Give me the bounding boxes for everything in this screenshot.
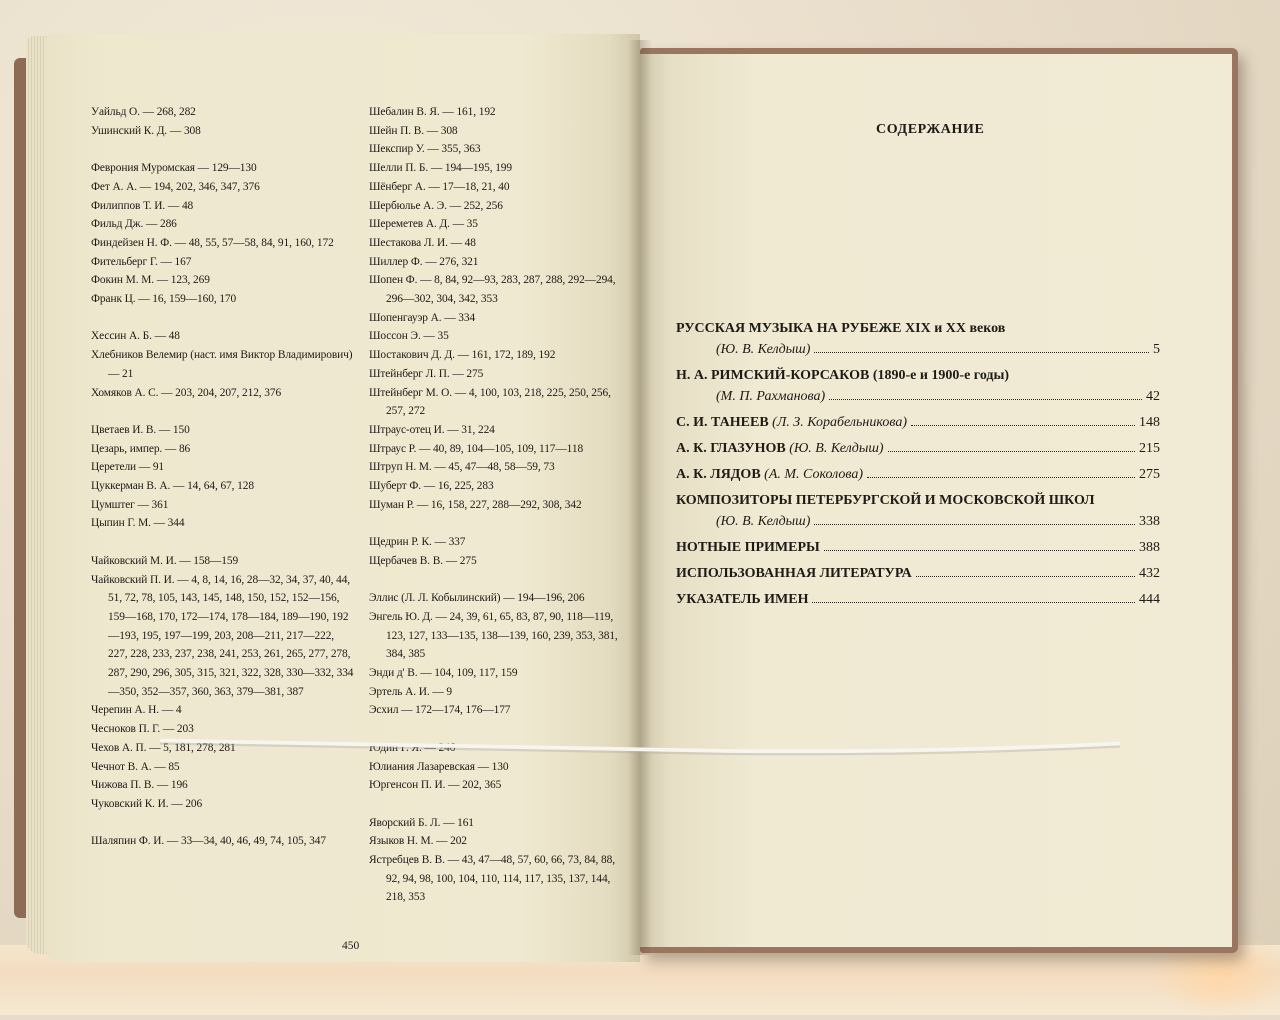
index-entry: Шиллер Ф. — 276, 321	[369, 255, 479, 268]
index-entry: Яворский Б. Л. — 161	[369, 816, 474, 829]
toc-heading: РУССКАЯ МУЗЫКА НА РУБЕЖЕ XIX и XX веков	[676, 321, 1006, 336]
toc-author: (А. М. Соколова)	[764, 467, 864, 482]
toc-page-number: 148	[1139, 415, 1160, 430]
index-entry: Уайльд О. — 268, 282	[91, 106, 196, 118]
toc-author: (Ю. В. Келдыш)	[716, 342, 811, 357]
toc-page-number: 432	[1139, 566, 1160, 581]
toc-item[interactable]	[676, 412, 1160, 433]
index-entry: Шестакова Л. И. — 48	[369, 236, 476, 249]
index-entry: Финдейзен Н. Ф. — 48, 55, 57—58, 84, 91, 160, 172	[91, 236, 334, 249]
toc-item[interactable]	[676, 438, 1160, 459]
index-entry: Щедрин Р. К. — 337	[369, 536, 466, 549]
index-entry: Цветаев И. В. — 150	[91, 423, 190, 436]
index-entry: Штейнберг М. О. — 4, 100, 103, 218, 225, 250, 256, 257, 272	[369, 386, 611, 418]
toc-row	[676, 386, 1160, 407]
index-column-right	[369, 103, 623, 907]
toc-item[interactable]	[676, 365, 1160, 407]
toc-row	[676, 339, 1160, 360]
index-entry: Эртель А. И. — 9	[369, 685, 453, 698]
index-entry: Юдин Г. Я. — 246	[369, 741, 456, 754]
toc-heading: НОТНЫЕ ПРИМЕРЫ	[676, 540, 820, 555]
index-entry: Шейн П. В. — 308	[369, 124, 458, 137]
index-entry: Штраус-отец И. — 31, 224	[369, 423, 495, 436]
index-entry: Цыпин Г. М. — 344	[91, 517, 185, 530]
index-entry: Шелли П. Б. — 194—195, 199	[369, 162, 512, 175]
book-gutter	[628, 40, 652, 955]
index-entry: Цуккерман В. А. — 14, 64, 67, 128	[91, 480, 254, 493]
toc-leader-dots	[916, 576, 1135, 577]
index-entry: Цезарь, импер. — 86	[91, 442, 191, 455]
toc-heading: А. К. ГЛАЗУНОВ	[676, 441, 786, 456]
toc-row	[676, 464, 1160, 485]
index-entry: Чижова П. В. — 196	[91, 779, 188, 792]
table-of-contents	[676, 318, 1160, 615]
toc-heading: КОМПОЗИТОРЫ ПЕТЕРБУРГСКОЙ И МОСКОВСКОЙ ШКОЛ	[676, 493, 1095, 508]
toc-row	[676, 511, 1160, 532]
index-gap	[91, 402, 356, 421]
index-entry: Эллис (Л. Л. Кобылинский) — 194—196, 206	[369, 592, 585, 605]
index-gap	[369, 571, 623, 590]
toc-item[interactable]	[676, 490, 1160, 532]
index-gap	[91, 140, 356, 159]
index-entry: Энди д' В. — 104, 109, 117, 159	[369, 667, 518, 680]
toc-heading: А. К. ЛЯДОВ	[676, 467, 761, 482]
toc-heading: Н. А. РИМСКИЙ-КОРСАКОВ (1890-е и 1900-е годы)	[676, 368, 1010, 383]
toc-row	[676, 537, 1160, 558]
toc-leader-dots	[812, 602, 1135, 603]
index-entry: Франк Ц. — 16, 159—160, 170	[91, 293, 237, 306]
index-gap	[91, 814, 356, 833]
index-entry: Эсхил — 172—174, 176—177	[369, 704, 511, 717]
index-entry: Филиппов Т. И. — 48	[91, 199, 194, 212]
toc-page-number: 5	[1153, 342, 1160, 357]
index-entry: Черепин А. Н. — 4	[91, 704, 182, 717]
bookmark-ribbon	[0, 736, 1280, 766]
index-gap	[91, 533, 356, 552]
toc-item[interactable]	[676, 563, 1160, 584]
index-entry: Юлиания Лазаревская — 130	[369, 760, 509, 773]
toc-page-number: 42	[1146, 389, 1160, 404]
toc-leader-dots	[829, 399, 1142, 400]
toc-item[interactable]	[676, 464, 1160, 485]
index-entry: Шопен Ф. — 8, 84, 92—93, 283, 287, 288, 292—294, 296—302, 304, 342, 353	[369, 274, 616, 306]
toc-row	[676, 412, 1160, 433]
toc-leader-dots	[814, 524, 1135, 525]
index-entry: Шербюлье А. Э. — 252, 256	[369, 199, 503, 212]
index-entry: Щербачев В. В. — 275	[369, 554, 477, 567]
toc-item[interactable]	[676, 537, 1160, 558]
index-entry: Фет А. А. — 194, 202, 346, 347, 376	[91, 180, 260, 193]
index-entry: Хессин А. Б. — 48	[91, 330, 180, 343]
index-entry: Энгель Ю. Д. — 24, 39, 61, 65, 83, 87, 90, 118—119, 123, 127, 133—135, 138—139, 160, 239, 353, 381, 384, 385	[369, 610, 618, 661]
index-entry: Чехов А. П. — 5, 181, 278, 281	[91, 741, 236, 754]
index-entry: Феврония Муромская — 129—130	[91, 162, 257, 175]
toc-leader-dots	[814, 352, 1149, 353]
contents-title: СОДЕРЖАНИЕ	[876, 122, 985, 137]
index-entry: Фокин М. М. — 123, 269	[91, 274, 210, 287]
toc-heading: УКАЗАТЕЛЬ ИМЕН	[676, 592, 809, 607]
index-entry: Чайковский М. И. — 158—159	[91, 554, 239, 567]
index-entry: Штраус Р. — 40, 89, 104—105, 109, 117—118	[369, 442, 584, 455]
page-number: 450	[342, 940, 360, 952]
toc-leader-dots	[867, 477, 1135, 478]
toc-leader-dots	[824, 550, 1135, 551]
index-entry: Чуковский К. И. — 206	[91, 797, 203, 810]
toc-item[interactable]	[676, 589, 1160, 610]
toc-page-number: 215	[1139, 441, 1160, 456]
index-entry: Шуберт Ф. — 16, 225, 283	[369, 480, 494, 493]
toc-leader-dots	[911, 425, 1135, 426]
toc-row	[676, 438, 1160, 459]
index-entry: Юргенсон П. И. — 202, 365	[369, 779, 502, 792]
index-entry: Ушинский К. Д. — 308	[91, 124, 201, 137]
index-entry: Церетели — 91	[91, 461, 165, 474]
toc-page-number: 338	[1139, 514, 1160, 529]
index-entry: Хомяков А. С. — 203, 204, 207, 212, 376	[91, 386, 282, 399]
index-entry: Шуман Р. — 16, 158, 227, 288—292, 308, 342	[369, 498, 582, 511]
index-entry: Шекспир У. — 355, 363	[369, 143, 481, 156]
index-gap	[369, 795, 623, 814]
toc-page-number: 275	[1139, 467, 1160, 482]
toc-row	[676, 563, 1160, 584]
index-entry: Языков Н. М. — 202	[369, 835, 467, 848]
toc-row	[676, 589, 1160, 610]
index-entry: Чесноков П. Г. — 203	[91, 723, 194, 736]
toc-author: (Ю. В. Келдыш)	[789, 441, 884, 456]
index-entry: Штруп Н. М. — 45, 47—48, 58—59, 73	[369, 461, 555, 474]
index-entry: Шаляпин Ф. И. — 33—34, 40, 46, 49, 74, 105, 347	[91, 835, 326, 848]
index-entry: Шостакович Д. Д. — 161, 172, 189, 192	[369, 349, 556, 362]
toc-author: (М. П. Рахманова)	[716, 389, 826, 404]
index-entry: Шереметев А. Д. — 35	[369, 218, 478, 231]
index-entry: Шопенгауэр А. — 334	[369, 311, 476, 324]
toc-heading: С. И. ТАНЕЕВ	[676, 415, 769, 430]
toc-page-number: 444	[1139, 592, 1160, 607]
index-gap	[369, 514, 623, 533]
index-entry: Цумштег — 361	[91, 498, 169, 511]
index-gap	[91, 309, 356, 328]
index-entry: Штейнберг Л. П. — 275	[369, 367, 484, 380]
toc-author: (Л. З. Корабельникова)	[772, 415, 907, 430]
toc-heading: ИСПОЛЬЗОВАННАЯ ЛИТЕРАТУРА	[676, 566, 912, 581]
index-entry: Фильд Дж. — 286	[91, 218, 177, 231]
toc-page-number: 388	[1139, 540, 1160, 555]
index-entry: Ястребцев В. В. — 43, 47—48, 57, 60, 66, 73, 84, 88, 92, 94, 98, 100, 104, 110, 114, 117, 135, 137, 144, 218, 353	[369, 854, 615, 904]
index-entry: Фительберг Г. — 167	[91, 255, 192, 268]
index-entry: Чайковский П. И. — 4, 8, 14, 16, 28—32, 34, 37, 40, 44, 51, 72, 78, 105, 143, 145, 148, 150, 152, 152—156, 159—168, 170, 172—174, 178—184, 189—190, 192—193, 195, 197—199, 203, 208—211, 217—222, 227, 228, 233, 237, 238, 241, 253, 261, 265, 277, 278, 287, 290, 296, 305, 315, 321, 322, 328, 330—332, 334—350, 352—357, 360, 363, 379—381, 387	[91, 573, 354, 698]
index-entry: Шёнберг А. — 17—18, 21, 40	[369, 180, 510, 193]
index-entry: Чечнот В. А. — 85	[91, 760, 180, 773]
toc-item[interactable]	[676, 318, 1160, 360]
index-entry: Шебалин В. Я. — 161, 192	[369, 106, 496, 118]
index-entry: Шоссон Э. — 35	[369, 330, 449, 343]
index-entry: Хлебников Велемир (наст. имя Виктор Владимирович) — 21	[91, 349, 353, 380]
toc-leader-dots	[888, 451, 1135, 452]
toc-author: (Ю. В. Келдыш)	[716, 514, 811, 529]
